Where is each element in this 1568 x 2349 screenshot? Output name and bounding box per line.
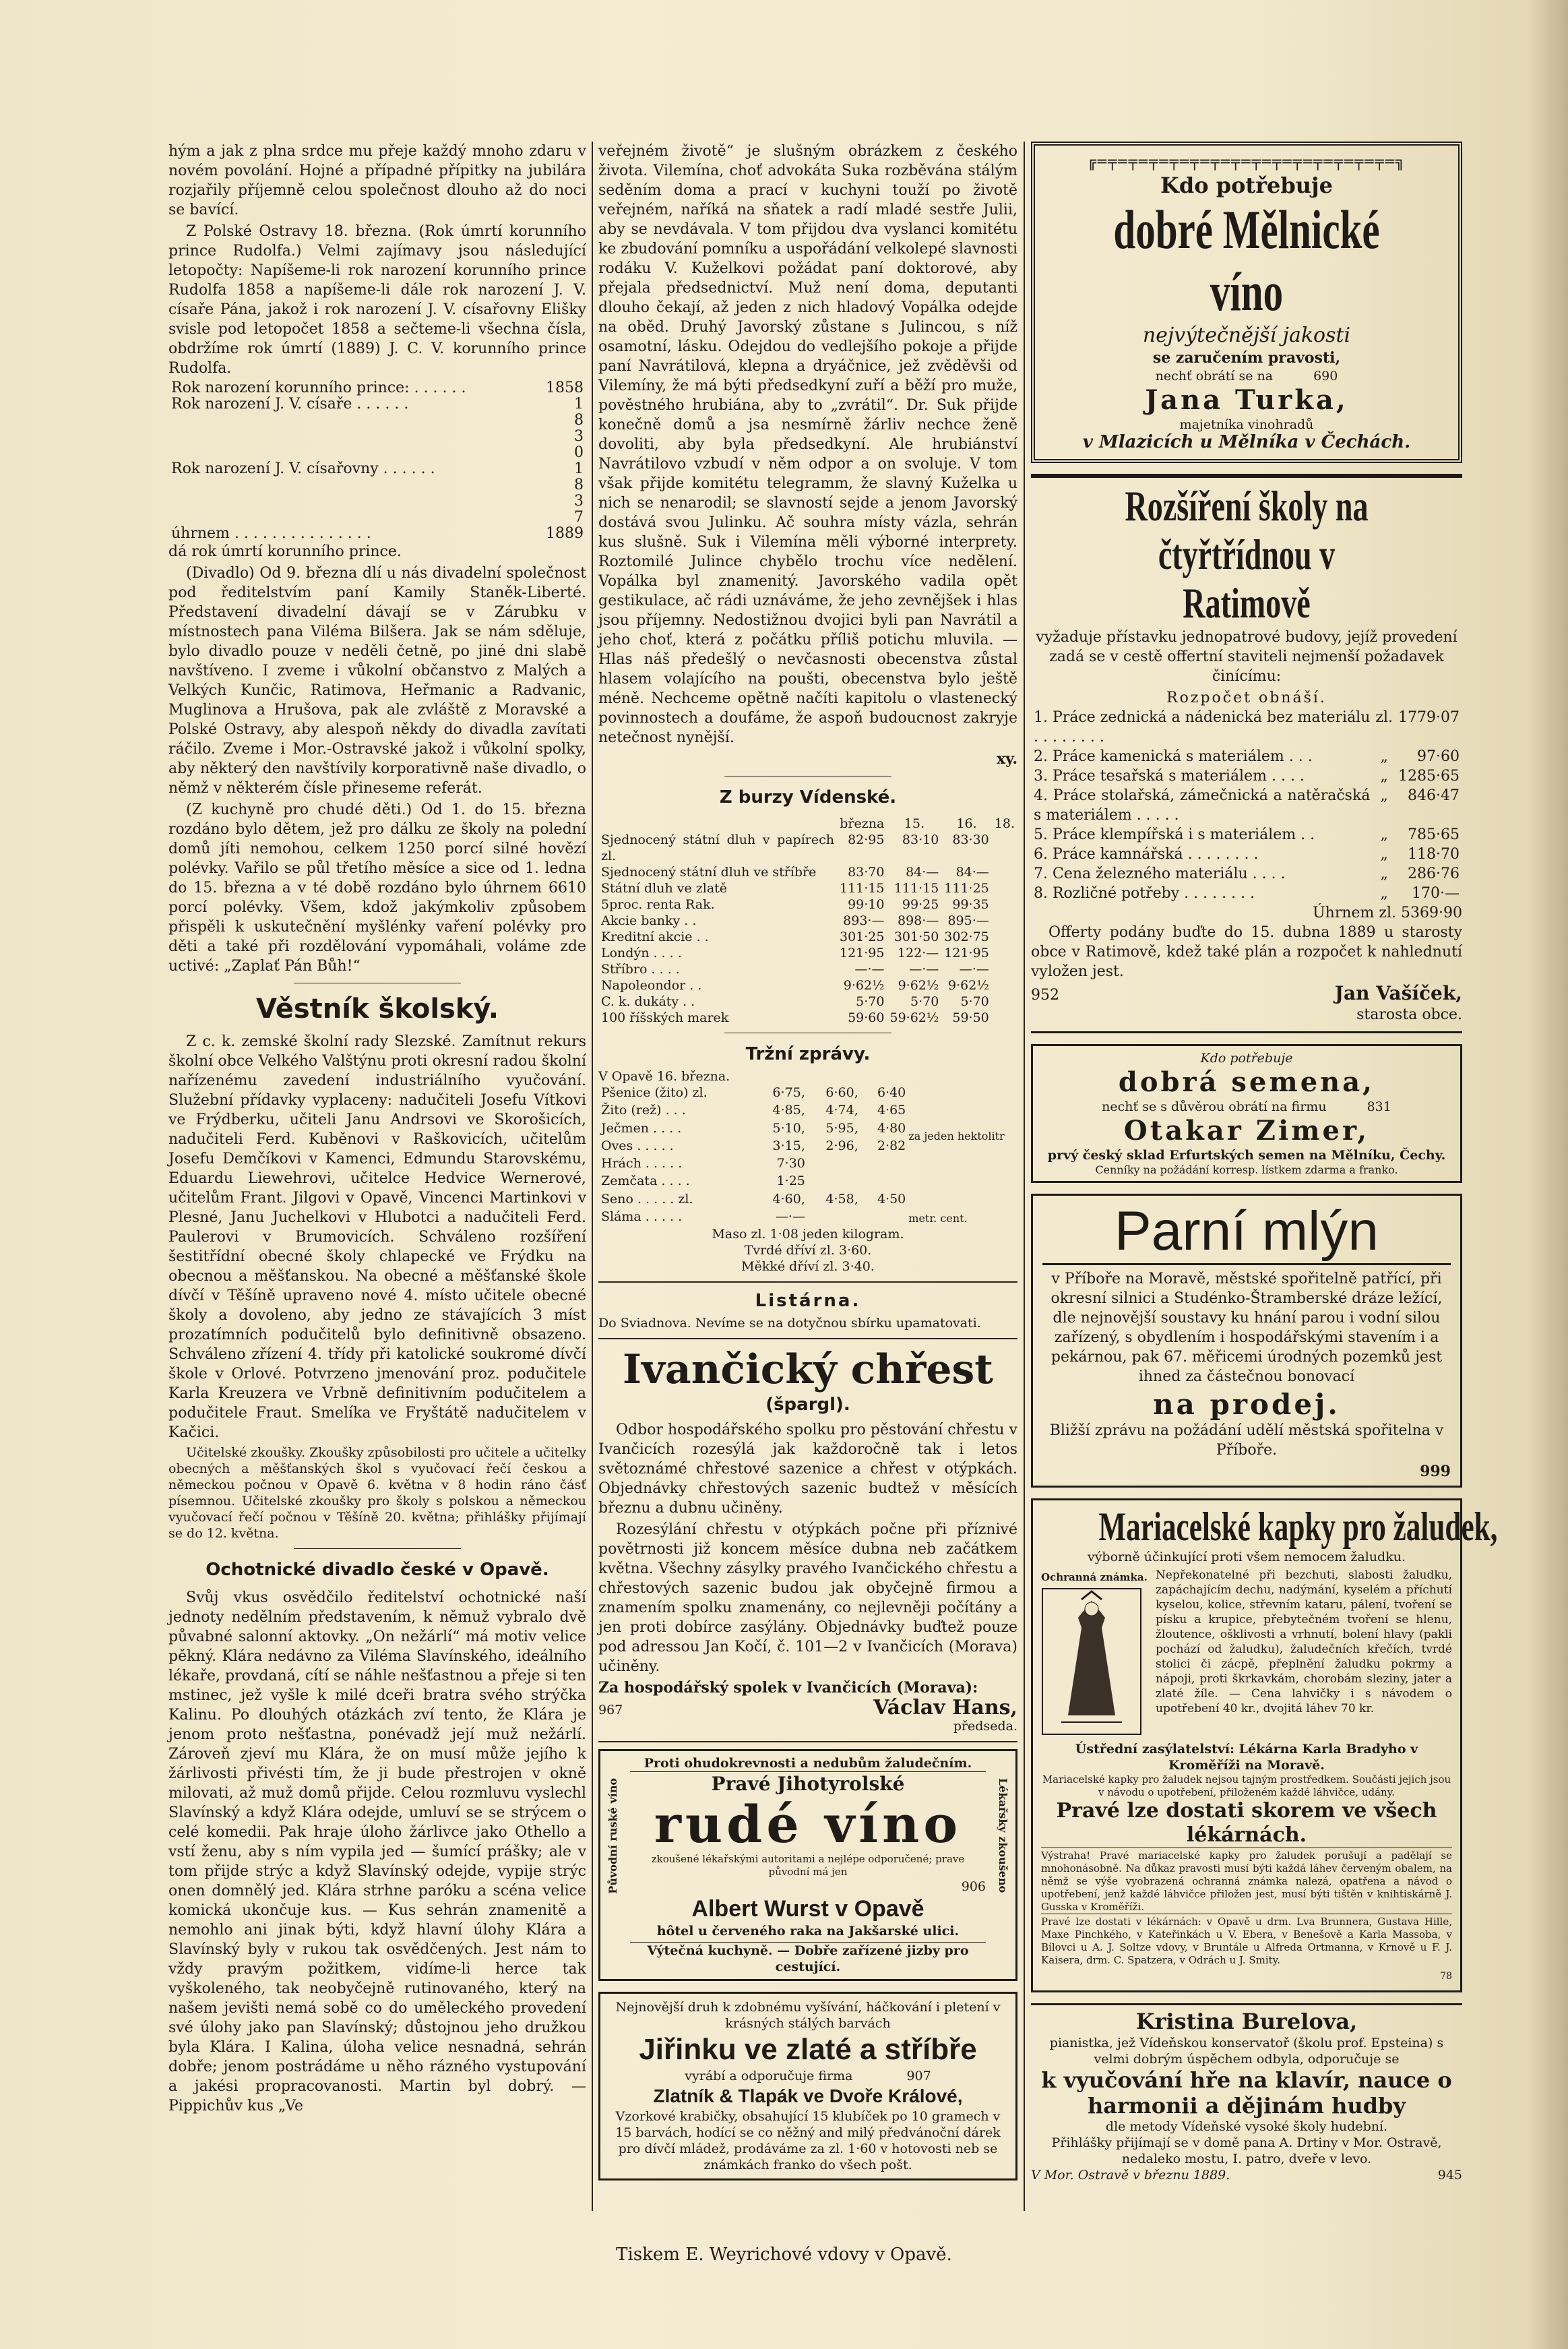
ad-mlyn-big: Parní mlýn — [1042, 1200, 1451, 1265]
column-2 — [598, 142, 1017, 2191]
burzy-cell: 83·10 — [902, 832, 939, 847]
ad-kapky-emblem — [1041, 1568, 1149, 1741]
sum-value: 1858 — [546, 379, 584, 396]
trzni-cell: 5·10, — [772, 1120, 805, 1136]
burzy-cell: 84·— — [906, 865, 939, 880]
ad-chrest — [598, 1346, 1017, 1734]
burzy-row — [598, 880, 1017, 896]
sum-row — [168, 526, 586, 542]
trzni-table — [598, 1085, 908, 1226]
ad-semena-firm: Otakar Zimer, — [1123, 1115, 1370, 1147]
divider — [598, 1741, 1017, 1742]
burzy-head-cell: 18. — [994, 816, 1015, 831]
ad-burelova-p3: Přihlášky přijímají se v domě pana A. Drtiny v Mor. Ostravě, nedaleko mostu, I. patro, dveře v levo. — [1051, 2135, 1442, 2166]
ad-mlyn-p: v Příboře na Moravě, městské spořitelně patřící, při okresní silnici a Studénko-Štramberské dráze ležící, dle nejnovější soustavy ku hnání parou i vodní silou zařízený, s obydlením i hospodářskými stavením i a pekárnou, pak 67. měřicemi úrodných pozemků jest ihned za částečnou bonovací — [1050, 1271, 1443, 1385]
heading-listarna: Listárna. — [755, 1291, 861, 1311]
divider — [598, 1281, 1017, 1283]
article-divadlo: (Divadlo) Od 9. března dlí u nás divadelní společnost pod ředitelstvím paní Kamily Staněk-Liberté. Představení divadelní dávají se v Zárubku v místnostech pana Viléma Bilšera. Jak se nám sděluje, bylo divadlo pouze v neděli četně, po jiné dni slabě navštíveno. I zveme i vůkolní občanstvo z Malých a Velkých Kunčic, Ratimova, Heřmanic a Radvanic, Muglinova a Hrušova, pak ale zvláště z Moravské a Polské Ostravy, aby alespoň někdy do divadla zavítati ráčilo. Zveme i Mor.-Ostravské jakož i vůkolní spolky, aby některý den navštívily korporativně naše divadlo, o němž v některém čísle přineseme referát. — [168, 565, 586, 797]
ad-ratimov-num: 952 — [1031, 987, 1059, 1004]
burzy-cell: Sjednocený státní dluh v papírech zl. — [601, 832, 834, 863]
ad-kapky-pure: Pravé lze dostati skorem ve všech lékárnách. — [1056, 1799, 1437, 1847]
burzy-cell: 111·15 — [893, 881, 939, 896]
budget-amount: 1779·07 — [1398, 709, 1460, 726]
printer-footer: Tiskem E. Weyrichové vdovy v Opavě. — [616, 2245, 952, 2265]
ad-kapky — [1031, 1498, 1498, 1992]
article-vestnik: Z c. k. zemské školní rady Slezské. Zamítnut rekurs školní obce Velkého Valštýnu proti okresní radou školní nařízenému zavedení industriálního vyučování. Služební přídavky vyplaceny: nadučiteli Josefu Vítkovi ve Frýdberku, učiteli Janu Andrsovi ve Skorošicích, nadučiteli Ferd. Kuběnovi v Raškovicích, učitelům Josefu Demčíkovi v Kamenci, Edmundu Starovskému, Eduardu Liewehrovi, učitelce Hedvice Wernerové, učitelům Frant. Jilgovi v Opavě, Vincenci Martinkovi v Plesné, Janu Juchelkovi v Hlubotci a nadučiteli Ferd. Paulerovi v Brumovicích. Schváleno rozšíření šestitřídní obecné školy chlapecké ve Frýdku na obecnou a měšťanskou. Na obecné a měšťanské škole dívčí v Těšíně upraveno nové 4. místo učitele obecné školy a dovoleno, aby jedno ze stávajících 3 míst prozatímních podučitelů bylo definitivně obsazeno. Schváleno zřízení 4. třídy při katolické soukromé dívčí škole v Orlové. Potvrzeno jmenování proz. podučitele Karla Kreuzera ve Vrbně definitivním podučitelem a podučitele Fraut. Smelíka ve Fryštátě nadučitelem v Kačici. — [168, 1033, 586, 1441]
sum-value: 3 — [574, 493, 584, 510]
trzni-cell: Pšenice (žito) zl. — [601, 1085, 708, 1100]
budget-item: 4. Práce stolařská, zámečnická a natěračská s materiálem . . . . . — [1034, 787, 1371, 824]
heading-trzni: Tržní zprávy. — [745, 1044, 871, 1064]
trzni-cell: 4·60, — [772, 1191, 805, 1207]
burzy-row — [598, 864, 1017, 880]
budget-row — [1031, 708, 1462, 747]
trzni-cell: Ječmen . . . . — [601, 1120, 682, 1136]
ad-chrest-firm: Za hospodářský spolek v Ivančicích (Morava): — [598, 1679, 978, 1697]
ad-jirinka-line1: Nejnovější druh k zdobnému vyšívání, háčkování i pletení v krásných stálých barvách — [615, 2000, 1001, 2031]
trzni-cell: 4·74, — [825, 1103, 858, 1118]
ad-ratimov-name: Jan Vašíček, — [1334, 982, 1462, 1004]
trzni-cell — [861, 1173, 908, 1190]
ad-mlyn-prodej: na prodej. — [1153, 1388, 1340, 1421]
ad-vino-addr: hôtel u červeného raka na Jakšarské ulici. — [656, 1924, 960, 1939]
burzy-row — [598, 896, 1017, 913]
ad-semena-line2: nechť se s důvěrou obrátí na firmu — [1102, 1099, 1327, 1114]
ad-kapky-num: 78 — [1440, 1971, 1452, 1982]
burzy-cell: 5·70 — [910, 994, 939, 1009]
burzy-cell: Sjednocený státní dluh ve stříbře — [601, 865, 817, 880]
burzy-cell: 59·62½ — [889, 1010, 939, 1025]
trzni-unit-hl: za jeden hektolitr — [908, 1130, 1005, 1142]
column-rule-2 — [1024, 142, 1025, 2211]
sum-label — [168, 413, 534, 429]
budget-unit: „ — [1380, 748, 1388, 765]
trzni-units — [908, 1085, 1017, 1226]
burzy-cell: 59·50 — [952, 1010, 989, 1025]
trzni-cell — [808, 1155, 861, 1173]
trzni-cell: —·— — [775, 1209, 805, 1224]
budget-unit: „ — [1380, 768, 1388, 785]
budget-item: 3. Práce tesařská s materiálem . . . . — [1034, 768, 1305, 785]
budget-amount: 286·76 — [1408, 865, 1460, 882]
budget-row — [1031, 747, 1462, 766]
ad-melnik-line1: Kdo potřebuje — [1160, 173, 1333, 198]
sum-row — [168, 461, 586, 477]
trzni-row — [598, 1102, 908, 1120]
ad-jirinka-big: Jiřinku ve zlaté a stříbře — [639, 2033, 977, 2066]
trzni-cell: Zemčata . . . . — [601, 1173, 690, 1189]
trzni-cell: 6·75, — [772, 1085, 805, 1100]
trzni-cell — [808, 1209, 861, 1226]
burzy-row — [598, 929, 1017, 945]
ad-kapky-p2: Ústřední zasýlatelství: Lékárna Karla Bradyho v Kroměříži na Moravě. — [1075, 1742, 1418, 1773]
trzni-row — [598, 1173, 908, 1190]
trzni-row — [598, 1085, 908, 1102]
ad-semena-big: dobrá semena, — [1118, 1066, 1375, 1098]
burzy-cell: 99·25 — [902, 897, 939, 912]
ad-melnik-place: v Mlazicích u Mělníka v Čechách. — [1082, 432, 1411, 452]
ad-jirinka-num: 907 — [906, 2069, 931, 2083]
sum-label: úhrnem . . . . . . . . . . . . . . . — [171, 525, 371, 542]
trzni-cell: Žito (rež) . . . — [601, 1103, 686, 1118]
budget-unit: zl. — [1375, 709, 1393, 726]
burzy-cell: 82·95 — [848, 832, 885, 847]
ad-chrest-name: Václav Hans, — [873, 1696, 1017, 1719]
budget-amount: 1285·65 — [1398, 768, 1460, 785]
burzy-cell: 9·62½ — [898, 978, 939, 993]
trzni-row — [598, 1191, 908, 1209]
burzy-cell: 5proc. renta Rak. — [601, 897, 715, 912]
burzy-head-cell: března — [840, 816, 885, 831]
page-edge-shadow — [1528, 0, 1568, 2349]
burzy-row — [598, 913, 1017, 929]
burzy-cell: 301·50 — [893, 929, 939, 944]
ad-melnik-line3: se zaručením pravosti, — [1152, 349, 1341, 367]
burzy-cell: Napoleondor . . — [601, 978, 702, 993]
trzni-cell — [861, 1155, 908, 1173]
trzni-cell: Oves . . . . . — [601, 1138, 674, 1153]
trzni-row — [598, 1155, 908, 1173]
sum-row — [168, 445, 586, 461]
ad-ratimov-heading: Rozpočet obnáší. — [1166, 690, 1327, 706]
ad-semena-line3: prvý český sklad Erfurtských semen na Mělníku, Čechy. — [1047, 1148, 1446, 1163]
ad-kapky-p: Nepřekonatelné při bezchuti, slabosti žaludku, zapáchajícím dechu, nadýmání, kyselém a příchutí kyselou, kolice, střevním kataru, pálení, tvoření se písku a krupice, přebytečném tvoření se hlenu, žloutence, ošklivosti a vrhnutí, bolení hlavy (pakli pochází od žaludku), žaludečních křečích, tvrdé stolici či zácpě, přeplnění žaludku pokrmy a nápoji, proti škrkavkám, chorobám sleziny, jater a zlaté žíle. — Cena lahvičky i s návodem o upotřebení 40 kr., dvojitá láhev 70 kr. — [1156, 1568, 1452, 1715]
column-3 — [1031, 142, 1498, 2183]
ad-burelova-name: Kristina Burelova, — [1135, 2009, 1358, 2034]
burzy-table — [598, 816, 1017, 1026]
ad-kapky-dealers: Pravé lze dostati v lékárnách: v Opavě u drm. Lva Brunnera, Gustava Hille, Maxe Pinchkého, v Kateřinkách u V. Ebera, v Benešově a Karla Massoba, v Bílovci u A. J. Soltze vdovy, v Bruntále u Alfreda Ortmanna, v Krnově u F. J. Kaisera, drm. C. Spatzera, v Odrách u J. Smity. — [1041, 1914, 1452, 1967]
ad-kapky-sub: výborně účinkující proti všem nemocem žaludku. — [1087, 1550, 1406, 1564]
trzni-unit-cent: metr. cent. — [908, 1212, 968, 1225]
heading-ochotnicke: Ochotnické divadlo české v Opavě. — [206, 1560, 549, 1580]
sum-row — [168, 493, 586, 510]
ad-chrest-title: Ivančický chřest — [622, 1346, 994, 1393]
trzni-cell: 4·65 — [877, 1103, 906, 1118]
article-kuchyne: (Z kuchyně pro chudé děti.) Od 1. do 15. března rozdáno bylo dětem, jež pro dálku ze školy na polední domů jíti nemohou, celkem 1250 porcí silné hovězí polévky. Vařilo se půl třetího měsíce a sice od 1. ledna do 15. března a v té době rozdáno bylo úhrnem 6610 porcí polévky. Všem, kdož jakýmkoliv způsobem přispěli k uskutečnění myšlénky vaření polévky pro děti a také při rozdělování vypomáhali, voláme zde uctivé: „Zaplať Pán Bůh!“ — [168, 801, 586, 975]
burzy-cell: 9·62½ — [948, 978, 989, 993]
article-ostrava: Z Polské Ostravy 18. března. (Rok úmrtí korunního prince Rudolfa.) Velmi zajímavy jsou následující letopočty: Napíšeme-li rok narození korunního prince Rudolfa 1858 a napíšeme-li dále rok narození J. V. císaře Pána, jakož i rok narození J. V. císařovny Elišky svisle pod letopočet 1858 a sečteme-li všechna čísla, obdržíme rok úmrtí (1889) J. C. V. korunního prince Rudolfa. — [168, 223, 586, 377]
article-zkousky: Učitelské zkoušky. Zkoušky způsobilosti pro učitele a učitelky obecných a měšťanských škol s vyučovací řečí českou a německou počnou v Opavě 6. května v 8 hodin ráno čásť písemnou. Učitelské zkoušky pro školy s polskou a německou vyučovací řečí počnou v Těšíně 20. května; přihlášky přijímají se do 12. května. — [168, 1445, 586, 1541]
burzy-cell: 122·— — [897, 946, 939, 960]
ad-burelova-p1: pianistka, jež Vídeňskou konservatoř (školu prof. Epsteina) s velmi dobrým úspěchem odbyla, odporučuje se — [1049, 2036, 1444, 2067]
trzni-drivi-mekke: Měkké dříví zl. 3·40. — [741, 1259, 875, 1274]
ad-melnik-role: majetníka vinohradů — [1179, 417, 1314, 432]
trzni-row — [598, 1138, 908, 1155]
burzy-cell: 302·75 — [944, 929, 989, 944]
burzy-cell: 111·15 — [840, 881, 885, 896]
ad-chrest-p2: Rozesýlání chřestu v otýpkách počne při příznivé povětrnosti již koncem měsíce dubna neb začátkem května. Všechny zásylky pravého Ivančického chřestu a chřestových sazenic budou jak obyčejně firmou a znamením spolku znamenány, co nejlevněji počítány a jen proti dobírce zasýlány. Objednávky buďtež pouze pod adressou Jan Kočí, č. 101—2 v Ivančicích (Morava) učiněny. — [598, 1521, 1017, 1675]
ad-semena — [1031, 1044, 1462, 1183]
ad-burelova-num: 945 — [1437, 2168, 1462, 2183]
ad-melnik-big: dobré Mělnické víno — [1113, 199, 1380, 322]
trzni-cell: 3·15, — [772, 1138, 805, 1153]
ad-chrest-role: předseda. — [953, 1719, 1017, 1734]
budget-unit: „ — [1380, 826, 1388, 843]
burzy-cell: 121·95 — [840, 946, 885, 960]
burzy-cell: 895·— — [947, 913, 989, 928]
sum-label — [168, 429, 534, 445]
ad-mlyn — [1031, 1194, 1462, 1488]
burzy-cell: Stříbro . . . . — [601, 962, 680, 977]
ad-vino-small: zkoušené lékařskými autoritami a nejlépe odporučené; prave původní má jen — [651, 1853, 965, 1878]
trzni-maso: Maso zl. 1·08 jeden kilogram. — [712, 1227, 904, 1242]
trzni-row — [598, 1120, 908, 1138]
burzy-cell: 898·— — [897, 913, 939, 928]
burzy-head-cell — [598, 816, 837, 832]
burzy-cell: —·— — [959, 962, 989, 977]
burzy-cell: 893·— — [843, 913, 885, 928]
budget-amount: 785·65 — [1408, 826, 1460, 843]
sum-value: 8 — [574, 412, 584, 429]
ad-melnik-num: 690 — [1313, 369, 1338, 384]
ad-burelova — [1031, 2003, 1462, 2183]
listarna-text: Do Sviadnova. Nevíme se na dotyčnou sbírku upamatovati. — [598, 1316, 981, 1331]
trzni-cell: 5·95, — [825, 1120, 858, 1136]
ad-mlyn-num: 999 — [1420, 1463, 1451, 1480]
burzy-cell: —·— — [854, 962, 885, 977]
ad-chrest-sub: (špargl). — [765, 1395, 850, 1415]
trzni-subtitle: V Opavě 16. března. — [598, 1069, 730, 1084]
burzy-cell: 121·95 — [944, 946, 989, 960]
sum-tail: dá rok úmrtí korunního prince. — [168, 543, 402, 560]
burzy-cell: Kreditní akcie . . — [601, 929, 709, 944]
ad-melnik-line2: nejvýtečnější jakosti — [1142, 324, 1351, 347]
trzni-cell — [861, 1209, 908, 1226]
ad-ratimov-big: Rozšíření školy na čtyřtřídnou v Ratimově — [1125, 482, 1369, 627]
story-signature: xy. — [996, 750, 1017, 768]
ad-semena-line4: Cenníky na požádání korresp. lístkem zdarma a franko. — [1095, 1163, 1398, 1176]
budget-row — [1031, 825, 1462, 845]
sum-label: Rok narození J. V. císaře . . . . . . — [171, 396, 409, 413]
sum-row — [168, 396, 586, 413]
sum-row — [168, 429, 586, 445]
heading-vestnik: Věstník školský. — [255, 994, 499, 1025]
ad-burelova-big: k vyučování hře na klavír, nauce o harmonii a dějinám hudby — [1041, 2067, 1452, 2118]
trzni-cell: 6·40 — [877, 1085, 906, 1100]
ad-burelova-p2: dle metody Vídeňské vysoké školy hudební. — [1105, 2119, 1388, 2134]
ad-kapky-p3: Mariacelské kapky pro žaludek nejsou tajným prostředkem. Součásti jejich jsou v návodu o upotřebení, přiloženém každé láhvičce, udány. — [1042, 1773, 1451, 1798]
budget-unit: „ — [1380, 885, 1388, 902]
sum-row — [168, 413, 586, 429]
sum-label — [168, 477, 534, 493]
burzy-cell: 111·25 — [944, 881, 989, 896]
trzni-drivi-tvrde: Tvrdé dříví zl. 3·60. — [744, 1243, 872, 1258]
ad-jirinka-line2: vyrábí a odporučuje firma — [685, 2069, 853, 2083]
budget-item: 8. Rozličné potřeby . . . . . . . . — [1034, 885, 1255, 902]
trzni-cell: 1·25 — [776, 1173, 805, 1189]
ad-ratimov-p2: Offerty podány buďte do 15. dubna 1889 u starosty obce v Ratimově, kdež také plán a rozpočet k nahlednutí vyložen jest. — [1031, 924, 1462, 980]
trzni-cell: Seno . . . . . zl. — [601, 1191, 693, 1207]
burzy-cell: 100 říšských marek — [601, 1010, 729, 1025]
trzni-cell: Sláma . . . . . — [601, 1209, 683, 1224]
ad-chrest-p1: Odbor hospodářského spolku pro pěstování chřestu v Ivančicích rozesýlá jak každoročně tak i letos světoznámé chřestové sazenice a chřest v otýpkách. Objednávky chřestových sazenic budtež v měsících březnu a dubnu učiněny. — [598, 1422, 1017, 1517]
ad-kapky-big: Mariacelské kapky pro žaludek, — [1098, 1504, 1498, 1549]
sum-row — [168, 380, 586, 396]
sum-label: Rok narození korunního prince: . . . . . . — [171, 379, 466, 396]
burzy-cell: 5·70 — [856, 994, 885, 1009]
ad-vino-num: 906 — [961, 1879, 986, 1894]
budget-item: 2. Práce kamenická s materiálem . . . — [1034, 748, 1313, 765]
divider — [294, 1548, 461, 1549]
burzy-cell: 9·62½ — [843, 978, 885, 993]
ad-vino-big: rudé víno — [654, 1794, 962, 1854]
budget-amount: 97·60 — [1417, 748, 1460, 765]
article-story: veřejném životě“ je slušným obrázkem z českého života. Vilemína, choť advokáta Suka rozběvána stálým seděním doma a prací v kuchyni touží po životě veřejném, naříká na sňatek a radí mladé sestře Julii, aby se nevdávala. V tom přijdou dva vyslanci komitétu ke zbudování pomníku a uspořádání velkolepé slavnosti rodáku V. Kuželkovi požádat paní doktorové, aby přejala předsednictví. Muž není doma, deputanti dlouho čekají, až jeden z nich hladový Vopálka odejde na oběd. Druhý Javorský zůstane s Julincou, s níž osamotní, lásku. Odejdou do vedlejšího pokoje a přijde paní Navrátilová, klepna a dryáčnice, jež zvěděvši od Vilemíny, že má býti předsedkyní zuří a běží pro muže, pověstného hrubiána, aby to „zvrátil“. Dr. Suk přijde konečně domů a jsa nesmírně žárliv nechce ženě dovoliti, aby byla předsedkyní. Ale hrubiánství Navrátilovo vzbudí v něm odpor a on svoluje. V tom však přijde komitétu telegramm, že slavný Kuželka u nich se nenarodil; se slavností sejde a jenom Javorský dostává svou Julinku. Ač souhra místy vázla, sehrán kus slušně. Suk i Vilemína měli výborné interprety. Roztomilé Julince chybělo trochu více nedělení. Vopálka byl znamenitý. Javorského vadila opět gestikulace, ač rádi uznáváme, že jeho zevnějšek i hlas jsou příjemny. Nedostižnou dvojici byli pan Navrátil a jeho choť, která z počátku příliš potichu mluvila. — Hlas náš předešlý o nevčasnosti obecenstva zůstal hlasem volajícího na poušti, obecenstva bylo ještě méně. Nechceme opětně načíti kapitolu o vlastenecký povinnostech a doufáme, že aspoň budoucnost zakryje netečnost nynější. — [598, 143, 1017, 746]
madonna-trademark-icon — [1041, 1587, 1142, 1736]
trzni-row — [598, 1209, 908, 1226]
sum-value: 0 — [574, 444, 584, 461]
budget-row — [1031, 864, 1462, 884]
sum-label — [168, 445, 534, 461]
trzni-cell: Hrách . . . . . — [601, 1156, 683, 1171]
burzy-cell: Státní dluh ve zlatě — [601, 881, 728, 896]
sum-row — [168, 510, 586, 526]
ad-semena-line1: Kdo potřebuje — [1200, 1051, 1293, 1066]
ad-ratimov-role: starosta obce. — [1356, 1006, 1462, 1023]
trzni-block — [598, 1085, 1017, 1226]
sum-label — [168, 493, 534, 510]
trzni-cell: 2·96, — [825, 1138, 858, 1153]
burzy-cell: Akcie banky . . — [601, 913, 697, 928]
ad-ratimov-table — [1031, 708, 1462, 903]
trzni-cell: 2·82 — [877, 1138, 906, 1153]
burzy-cell: 83·30 — [952, 832, 989, 847]
burzy-row — [598, 977, 1017, 994]
trzni-cell: 4·58, — [825, 1191, 858, 1207]
budget-row — [1031, 766, 1462, 786]
trzni-cell: 6·60, — [825, 1085, 858, 1100]
sum-value: 1889 — [546, 525, 584, 542]
budget-amount: 846·47 — [1408, 787, 1460, 804]
burzy-cell: 301·25 — [840, 929, 885, 944]
budget-row — [1031, 786, 1462, 825]
budget-unit: „ — [1380, 787, 1388, 804]
divider — [598, 1338, 1017, 1339]
ad-melnik-name: Jana Turka, — [1145, 384, 1348, 416]
sum-value: 1 — [574, 460, 584, 477]
burzy-row — [598, 994, 1017, 1010]
burzy-cell: C. k. dukáty . . — [601, 994, 695, 1009]
ad-ratimov-p1: vyžaduje přístavku jednopatrové budovy, jejíž provedení zadá se v cestě offertní staviteli nejmenší požadavek činícímu: — [1036, 629, 1457, 685]
budget-row — [1031, 845, 1462, 864]
budget-item: 6. Práce kamnářská . . . . . . . . — [1034, 846, 1259, 863]
trzni-cell — [808, 1173, 861, 1190]
burzy-head-cell: 16. — [956, 816, 977, 831]
sum-label: Rok narození J. V. císařovny . . . . . . — [171, 460, 435, 477]
trzni-cell: 4·50 — [877, 1191, 906, 1207]
burzy-cell: 84·— — [955, 865, 989, 880]
ad-vino-side-right: Lékařsky zkoušeno — [997, 1778, 1009, 1893]
ad-vino-seller: Albert Wurst v Opavě — [691, 1896, 924, 1922]
trzni-cell: 7·30 — [776, 1156, 805, 1171]
ad-kapky-label: Ochranná známka. — [1041, 1571, 1148, 1583]
burzy-cell: Londýn . . . . — [601, 946, 682, 960]
burzy-row — [598, 945, 1017, 961]
budget-amount: 118·70 — [1408, 846, 1460, 863]
ad-jirinka-line3: Vzorkové krabičky, obsahující 15 klubíček po 10 gramech v 15 barvách, hodící se co něžný and milý předvánoční dárek pro dívčí mládež, prodáváme za zl. 1·60 v hotovosti neb se známkách franko do všech pošt. — [615, 2109, 1001, 2172]
ad-melnik-line4: nechť obrátí se na — [1155, 369, 1274, 384]
burzy-row — [598, 1010, 1017, 1026]
trzni-cell: 4·80 — [877, 1120, 906, 1136]
ad-kapky-warn: Výstraha! Pravé mariacelské kapky pro žaludek porušují a padělají se mnohonásobně. Na důkaz pravosti musí býti každá láhev červeným obalem, na němž se výše vyobrazená ochranná známka nalezá, opatřena a návod o upotřebení, jenž každé láhvičce přiložen jest, musí býti tištěn v knihtiskárně J. Gusska v Kroměříži. — [1041, 1848, 1452, 1914]
ad-vino-side-left: Původní ruské víno — [606, 1778, 619, 1894]
budget-item: 1. Práce zednická a nádenická bez materiálu . . . . . . . . — [1034, 709, 1371, 745]
burzy-head-cell: 15. — [904, 816, 924, 831]
budget-item: 7. Cena železného materiálu . . . . — [1034, 865, 1286, 882]
ad-vino — [598, 1749, 1017, 1981]
ad-chrest-num: 967 — [598, 1703, 623, 1717]
column-1 — [168, 142, 586, 2118]
ad-vino-foot: Výtečná kuchyně. — Dobře zařízené jizby pro cestující. — [630, 1942, 986, 1975]
column-rule-1 — [592, 142, 593, 2211]
sum-value: 8 — [574, 477, 584, 493]
ad-jirinka-firm: Zlatník & Tlapák ve Dvoře Králové, — [653, 2085, 963, 2106]
sum-row — [168, 477, 586, 493]
article-ochotnicke: Svůj vkus osvědčilo ředitelství ochotnické naší jednoty nedělním představením, k němuž vybralo dvě půvabné salonní aktovky. „On nežárlí“ má motiv velice pěkný. Klára nedávno za Viléma Slavínského, ideálního lékaře, provdaná, cítí se náhle nešťastnou a přeje si ten mstinec, jež vyšle k milé dceři bratra svého strýčka Kalinu. Po dlouhých otázkách zví tento, že Klára je jenom proto nešťastna, ponévadž její muž nežárlí. Zároveň zjeví mu Klára, že on musí může jejího k žárlivosti přivésti tím, že ji bude přestrojen v okně milovati, až muž domů přijde. Celou rozmluvu vyslechl Slavínský a když Klára odejde, umluví se se strýcem o celé komedii. Pak hraje úloho žárlivce jako Othello a vstí ženu, aby s ním vypila jed — šumící prášky; ale v tom přijde strýc a když Slavínský odejde, vypije strýc onen domnělý jed. Klára strhne paróku a scéna velice komická ukončuje kus. — Kus sehrán znamenitě a nemohlo ani jinak býti, když hlavní úlohy Klára a Slavínský byly v rukou tak osvědčených. Jest nám to vždy pravým požitkem, vidíme-li herce tak vyškoleného, tak neobyčejně rutinovaného, který na našem jevišti nemá sobě co do uměleckého provedení své úlohy jako pan Slavínský; důstojnou jeho družkou byla Klára. I Kalina, úloha velice nesnadná, sehrán dobře; jenom postrádáme u něho rázného vystupování a jakési propracovanosti. Martin byl dobrý. — Pippichův kus „Ve — [168, 1589, 586, 2114]
ad-ratimov — [1031, 474, 1462, 1033]
burzy-row — [598, 961, 1017, 977]
ad-mlyn-p2: Bližší zprávu na požádání udělí městská spořitelna v Příboře. — [1049, 1422, 1444, 1459]
ad-vino-top: Proti ohudokrevnosti a nedubům žaludečním. — [630, 1755, 986, 1772]
burzy-cell: 5·70 — [960, 994, 989, 1009]
ad-vino-line1: Pravé Jihotyrolské — [711, 1773, 905, 1795]
trzni-cell: 4·85, — [772, 1103, 805, 1118]
burzy-cell: 99·35 — [952, 897, 989, 912]
budget-unit: „ — [1380, 865, 1388, 882]
sum-value: 3 — [574, 428, 584, 445]
burzy-cell: 59·60 — [848, 1010, 885, 1025]
ad-melnik-border-pattern: ╔═╤═╤═╤═╤═╤═╤═╤═╤═╤═╤═╤═╤═╤═╤═╗ — [1087, 154, 1406, 171]
sum-value: 1 — [574, 396, 584, 413]
sum-value: 7 — [574, 509, 584, 526]
burzy-row — [598, 832, 1017, 864]
budget-item: 5. Práce klempířská i s materiálem . . — [1034, 826, 1315, 843]
year-sum-table — [168, 380, 586, 542]
ad-ratimov-total: Úhrnem zl. 5369·90 — [1313, 905, 1462, 921]
sum-label — [168, 510, 534, 526]
burzy-cell: 83·70 — [848, 865, 885, 880]
ad-melnik — [1031, 142, 1462, 463]
budget-amount: 170·— — [1412, 885, 1460, 902]
ad-burelova-date: V Mor. Ostravě v březnu 1889. — [1031, 2168, 1230, 2183]
burzy-cell: 99·10 — [848, 897, 885, 912]
burzy-cell: —·— — [909, 962, 939, 977]
ad-semena-num: 831 — [1367, 1099, 1391, 1114]
ad-jirinka — [598, 1992, 1017, 2180]
heading-burzy: Z burzy Vídenské. — [719, 787, 897, 807]
budget-unit: „ — [1380, 846, 1388, 863]
article-intro: hým a jak z plna srdce mu přeje každý mnoho zdaru v novém povolání. Hojné a případné přípitky na jubilára rozjařily příjemně celou společnost dlouho až do noci se bavící. — [168, 143, 586, 218]
budget-row — [1031, 884, 1462, 903]
